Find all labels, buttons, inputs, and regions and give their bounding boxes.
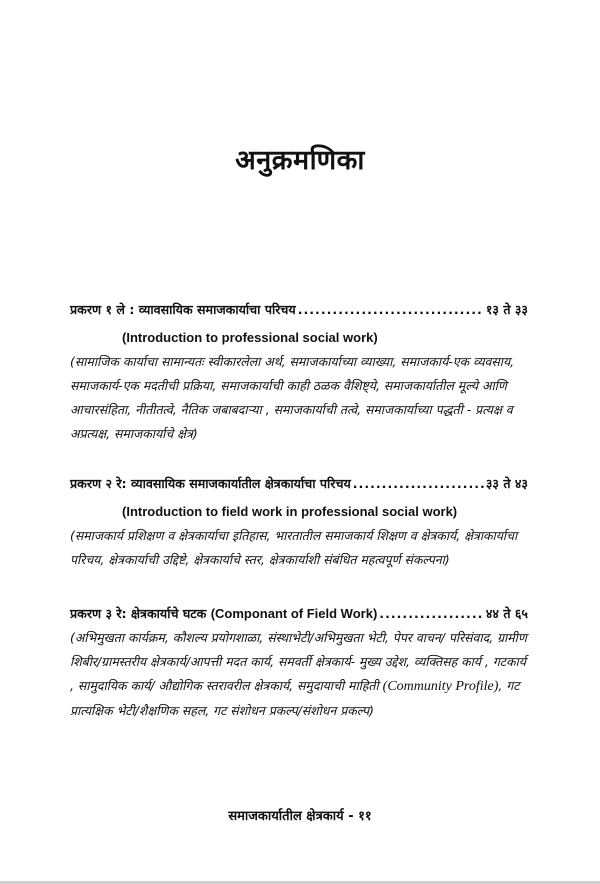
leader-dots xyxy=(379,604,484,624)
chapter-heading xyxy=(70,300,528,320)
chapter-pages: ३३ ते ४३ xyxy=(485,476,528,491)
page-footer: समाजकार्यातील क्षेत्रकार्य - ११ xyxy=(228,809,372,824)
chapter-english-title: (Introduction to professional social work) xyxy=(122,330,378,345)
community-profile-term: (Community Profile) xyxy=(382,679,499,694)
chapter-english-title: (Introduction to field work in professional social work) xyxy=(122,504,458,519)
chapter-description: (समाजकार्य प्रशिक्षण व क्षेत्रकार्याचा इतिहास, भारतातील समाजकार्य शिक्षण व क्षेत्रकार्य, क्षेत्राकार्याचा परिचय, क्षेत्रकार्याची उद्दिष्टे, क्षेत्रकार्याचे स्तर, क्षेत्रकार्याशी संबंधित महत्वपूर्ण संकल्पना) xyxy=(70,528,518,567)
chapter-label: प्रकरण ३ रे: क्षेत्रकार्याचे घटक (Componant of Field Work) xyxy=(70,606,378,621)
chapter-3 xyxy=(70,604,528,723)
chapter-1 xyxy=(70,300,528,446)
chapter-description: (अभिमुखता कार्यक्रम, कौशल्य प्रयोगशाळा, संस्थाभेटी/अभिमुखता भेटी, पेपर वाचन/ परिसंवाद, ग्रामीण शिबीर/ग्रामस्तरीय क्षेत्रकार्य/आपत्ती मदत कार्य, समवर्ती क्षेत्रकार्य- मुख्य उद्देश, व्यक्तिसह कार्य , गटकार्य , सामुदायिक कार्य/ औद्योगिक स्तरावरील क्षेत्रकार्य, समुदायाची माहिती (Community Profile), गट प्रात्यक्षिक भेटी/शैक्षणिक सहल, गट संशोधन प्रकल्प/संशोधन प्रकल्प) xyxy=(70,630,527,718)
chapter-label: प्रकरण १ ले : व्यावसायिक समाजकार्याचा परिचय xyxy=(70,302,296,317)
page-title: अनुक्रमणिका xyxy=(235,145,365,176)
chapter-label: प्रकरण २ रे: व्यावसायिक समाजकार्यातील क्षेत्रकार्याचा परिचय xyxy=(70,476,351,491)
chapter-description: (सामाजिक कार्याचा सामान्यतः स्वीकारलेला अर्थ, समाजकार्याच्या व्याख्या, समाजकार्य-एक व्यवसाय, समाजकार्य-एक मदतीची प्रक्रिया, समाजकार्याची काही ठळक वैशिष्ट्ये, समाजकार्यातील मूल्ये आणि आचारसंहिता, नीतीतत्वे, नैतिक जबाबदाऱ्या , समाजकार्याची तत्वे, समाजकार्याच्या पद्धती - प्रत्यक्ष व अप्रत्यक्ष, समाजकार्याचे क्षेत्र) xyxy=(70,354,515,441)
chapter-heading xyxy=(70,474,528,494)
chapter-pages: ४४ ते ६५ xyxy=(485,606,528,621)
chapter-english-title: (Componant of Field Work) xyxy=(210,606,378,621)
leader-dots xyxy=(298,300,484,320)
chapter-pages: १३ ते ३३ xyxy=(485,302,528,317)
chapter-heading xyxy=(70,604,528,624)
chapter-2 xyxy=(70,474,528,572)
leader-dots xyxy=(353,474,484,494)
